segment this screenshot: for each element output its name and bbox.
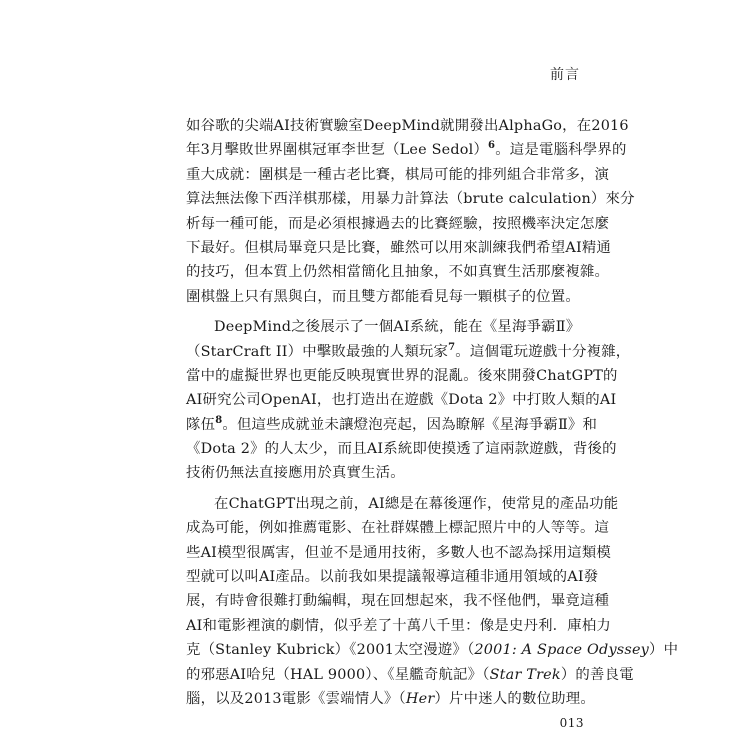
text-line: 克（Stanley Kubrick）《2001太空漫遊》（2001: A Space Odyssey）中 xyxy=(186,642,679,659)
text-line: 的邪惡AI哈兒（HAL 9000）、《星艦奇航記》（Star Trek）的善良電 xyxy=(186,666,634,683)
text-line: 年3月擊敗世界圍棋冠軍李世乭（Lee Sedol）$^6$。這是電腦科學界的 xyxy=(186,140,627,159)
footnote-ref: 6 xyxy=(488,140,496,152)
text-line: 些AI模型很厲害，但並不是通用技術，多數人也不認為採用這類模 xyxy=(186,544,612,561)
paragraph-2 xyxy=(186,315,631,486)
text-line: 腦，以及2013電影《雲端情人》（Her）片中迷人的數位助理。 xyxy=(186,690,595,707)
footnote-ref: 8 xyxy=(215,414,223,426)
running-header: 前言 xyxy=(550,67,580,83)
text-line: 在ChatGPT出現之前，AI總是在幕後運作，使常見的產品功能 xyxy=(214,495,619,512)
paragraph-1 xyxy=(186,114,635,309)
text-line: DeepMind之後展示了一個AI系統，能在《星海爭霸Ⅱ》 xyxy=(214,319,581,336)
text-line: AI研究公司OpenAI，也打造出在遊戲《Dota 2》中打敗人類的AI xyxy=(186,392,617,409)
italic-title: 2001: A Space Odyssey xyxy=(474,642,649,659)
text-line: 《Dota 2》的人太少，而且AI系統即使摸透了這兩款遊戲，背後的 xyxy=(186,441,617,458)
text-line: 下最好。但棋局畢竟只是比賽，雖然可以用來訓練我們希望AI精通 xyxy=(186,239,612,256)
text-line: 的技巧，但本質上仍然相當簡化且抽象，不如真實生活那麼複雜。 xyxy=(186,264,610,281)
text-line: AI和電影裡演的劇情，似乎差了十萬八千里：像是史丹利．庫柏力 xyxy=(186,617,612,634)
text-line: 隊伍$^8$。但這些成就並未讓燈泡亮起，因為瞭解《星海爭霸Ⅱ》和 xyxy=(186,414,598,433)
text-line: （StarCraft II）中擊敗最強的人類玩家$^7$。這個電玩遊戲十分複雜， xyxy=(186,341,631,360)
text-line: 重大成就：圍棋是一種古老比賽，棋局可能的排列組合非常多，演 xyxy=(186,166,610,183)
text-line: 成為可能，例如推薦電影、在社群媒體上標記照片中的人等等。這 xyxy=(186,520,610,537)
italic-title: Her xyxy=(405,690,435,707)
body-text xyxy=(186,114,679,711)
text-line: 展，有時會很難打動編輯，現在回想起來，我不怪他們，畢竟這種 xyxy=(186,593,610,610)
text-line: 算法無法像下西洋棋那樣，用暴力計算法（brute calculation）來分 xyxy=(186,191,635,208)
text-line: 技術仍無法直接應用於真實生活。 xyxy=(186,465,405,482)
text-line: 型就可以叫AI產品。以前我如果提議報導這種非通用領域的AI發 xyxy=(186,569,599,586)
text-line: 析每一種可能，而是必須根據過去的比賽經驗，按照機率決定怎麼 xyxy=(186,215,610,232)
paragraph-3 xyxy=(186,492,679,712)
footnote-ref: 7 xyxy=(448,341,456,353)
text-line: 當中的虛擬世界也更能反映現實世界的混亂。後來開發ChatGPT的 xyxy=(186,367,618,384)
italic-title: Star Trek xyxy=(489,666,561,683)
text-line: 圍棋盤上只有黑與白，而且雙方都能看見每一顆棋子的位置。 xyxy=(186,288,580,305)
page-number: 013 xyxy=(559,716,584,730)
text-line: 如谷歌的尖端AI技術實驗室DeepMind就開發出AlphaGo，在2016 xyxy=(186,118,629,134)
